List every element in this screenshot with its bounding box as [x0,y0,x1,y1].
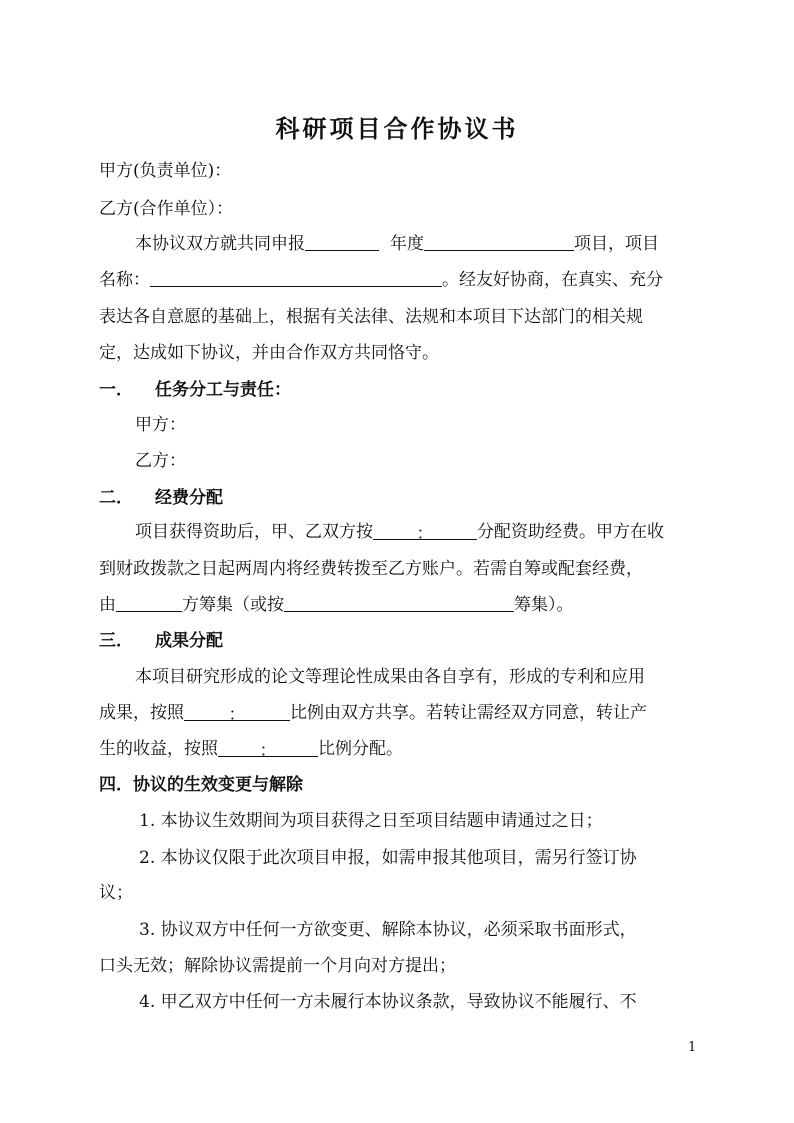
section-1-heading [99,377,291,403]
results-text: 成果，按照 [99,703,184,723]
funding-text: 方筹集（或按 [182,595,284,615]
funding-text: 由 [99,595,116,615]
task-party-b: 乙方： [135,451,186,471]
ratio-colon: ： [416,524,434,544]
section-number: 三． [99,631,133,651]
page-number: 1 [688,1040,697,1055]
funding-text: 项目获得资助后，甲、乙双方按 [135,522,373,542]
funding-text: 分配资助经费。甲方在收 [477,522,664,542]
section-3-heading [99,628,223,654]
funding-party-blank[interactable] [116,593,182,612]
intro-text: 名称： [99,270,150,290]
intro-line-2 [99,267,663,293]
funding-text: 筹集）。 [514,595,574,615]
clause-3: 3. 协议双方中任何一方欲变更、解除本协议，必须采取书面形式， [139,920,637,940]
intro-line-4: 定，达成如下协议，并由合作双方共同恪守。 [99,343,439,363]
project-name-blank[interactable] [150,268,442,287]
results-text: 比例由双方共享。若转让需经双方同意，转让产 [290,703,647,723]
intro-line-3: 表达各自意愿的基础上，根据有关法律、法规和本项目下达部门的相关规 [99,307,643,327]
section-title: 任务分工与责任： [155,380,291,400]
results-line-2 [99,700,647,726]
clause-2: 2. 本协议仅限于此次项目申报，如需申报其他项目，需另行签订协 [139,848,637,868]
section-title: 成果分配 [155,631,223,651]
patent-ratio-blank[interactable] [184,702,290,725]
funding-method-blank[interactable] [284,593,514,612]
ratio-colon: ： [228,705,246,725]
funding-line-1 [135,519,664,545]
intro-text: 年度 [390,234,424,254]
section-2-heading [99,485,223,511]
results-line-3 [99,736,403,762]
clause-1: 1. 本协议生效期间为项目获得之日至项目结题申请通过之日； [139,811,603,831]
clause-3-continued: 口头无效；解除协议需提前一个月向对方提出； [99,956,456,976]
year-blank[interactable] [305,232,379,251]
intro-line-1 [135,231,659,257]
funding-line-2: 到财政拨款之日起两周内将经费转拨至乙方账户。若需自筹或配套经费， [99,559,643,579]
ratio-colon: ： [259,741,277,761]
section-number: 一． [99,380,133,400]
results-line-1: 本项目研究形成的论文等理论性成果由各自享有，形成的专利和应用 [135,667,645,687]
party-a-label: 甲方(负责单位)： [99,161,232,181]
section-title: 经费分配 [155,488,223,508]
income-ratio-blank[interactable] [218,738,318,761]
document-title: 科研项目合作协议书 [275,114,519,143]
task-party-a: 甲方： [135,415,186,435]
intro-text: 项目，项目 [574,234,659,254]
clause-4: 4. 甲乙双方中任何一方未履行本协议条款，导致协议不能履行、不 [139,992,637,1012]
clause-2-continued: 议； [99,883,133,903]
section-number: 二． [99,488,133,508]
project-type-blank[interactable] [424,232,574,251]
results-text: 比例分配。 [318,739,403,759]
intro-text: 本协议双方就共同申报 [135,234,305,254]
section-4-heading: 四．协议的生效变更与解除 [99,775,303,795]
party-b-label: 乙方(合作单位）： [99,199,234,219]
funding-line-3 [99,592,574,618]
intro-text: 。经友好协商，在真实、充分 [442,270,663,290]
results-text: 生的收益，按照 [99,739,218,759]
funding-ratio-blank[interactable] [373,521,477,544]
